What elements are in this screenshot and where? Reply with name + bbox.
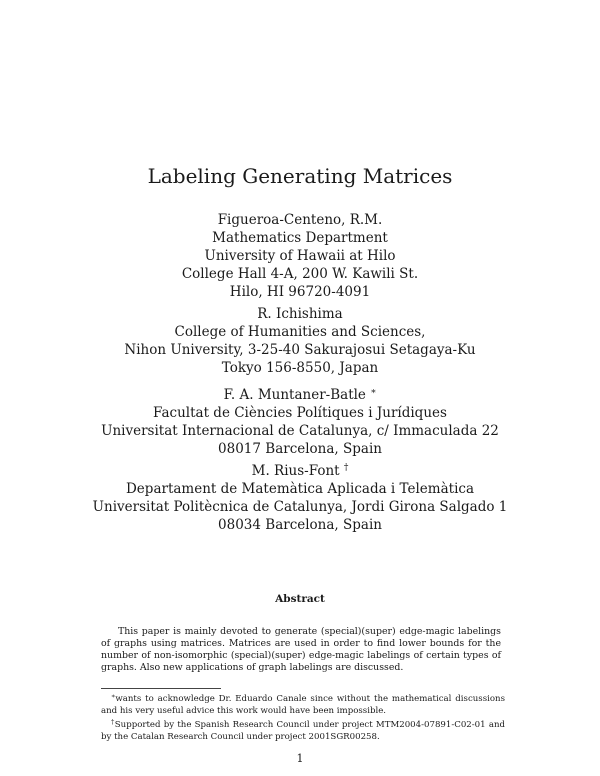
footnote-text: Supported by the Spanish Research Council under project MTM2004-07891-C02-01 and by the Catalan Research Council under project 2001SGR00258. bbox=[101, 720, 506, 742]
affiliation-line: University of Hawaii at Hilo bbox=[204, 248, 396, 264]
affiliation-line: 08017 Barcelona, Spain bbox=[218, 441, 382, 457]
affiliation-line: Universitat Politècnica de Catalunya, Jordi Girona Salgado 1 bbox=[92, 499, 508, 515]
footnote-marker: ∗ bbox=[370, 387, 377, 397]
author-name: M. Rius-Font bbox=[251, 463, 340, 479]
author-name: Figueroa-Centeno, R.M. bbox=[217, 212, 383, 228]
affiliation-line: Facultat de Ciències Polítiques i Jurídiques bbox=[153, 405, 447, 421]
affiliation-line: Tokyo 156-8550, Japan bbox=[221, 360, 379, 376]
footnote-marker: † bbox=[111, 718, 115, 726]
page-number: 1 bbox=[296, 752, 304, 765]
author-name: F. A. Muntaner-Batle bbox=[223, 387, 366, 403]
paper-title: Labeling Generating Matrices bbox=[147, 164, 453, 188]
author-block-2 bbox=[0, 305, 600, 377]
affiliation-line: College Hall 4-A, 200 W. Kawili St. bbox=[181, 266, 419, 282]
author-name: R. Ichishima bbox=[257, 306, 343, 322]
footnote-marker: † bbox=[343, 463, 349, 473]
footnote-1 bbox=[101, 691, 505, 717]
author-block-1 bbox=[0, 211, 600, 301]
footnote-2 bbox=[101, 717, 505, 743]
affiliation-line: Universitat Internacional de Catalunya, c/ Immaculada 22 bbox=[101, 423, 499, 439]
abstract-heading: Abstract bbox=[275, 593, 325, 605]
affiliation-line: Mathematics Department bbox=[212, 230, 388, 246]
footnotes bbox=[101, 688, 505, 743]
affiliation-line: College of Humanities and Sciences, bbox=[174, 324, 426, 340]
affiliation-line: 08034 Barcelona, Spain bbox=[218, 517, 382, 533]
author-block-4 bbox=[0, 459, 600, 534]
affiliation-line: Departament de Matemàtica Aplicada i Telemàtica bbox=[125, 481, 474, 497]
abstract-body: This paper is mainly devoted to generate (special)(super) edge-magic labelings of graphs using matrices. Matrices are used in order to find lower bounds for the number of non-isomorphic (special)(super) edge-magic labelings of certain types of graphs. Also new applications of graph labelings are discussed. bbox=[101, 626, 501, 673]
affiliation-line: Nihon University, 3-25-40 Sakurajosui Setagaya-Ku bbox=[124, 342, 476, 358]
affiliation-line: Hilo, HI 96720-4091 bbox=[229, 284, 371, 300]
footnote-rule bbox=[101, 688, 221, 689]
author-block-3 bbox=[0, 383, 600, 458]
footnote-text: wants to acknowledge Dr. Eduardo Canale since without the mathematical discussions and his very useful advice this work would have been impossible. bbox=[101, 694, 505, 716]
footnote-marker: ∗ bbox=[111, 692, 116, 700]
